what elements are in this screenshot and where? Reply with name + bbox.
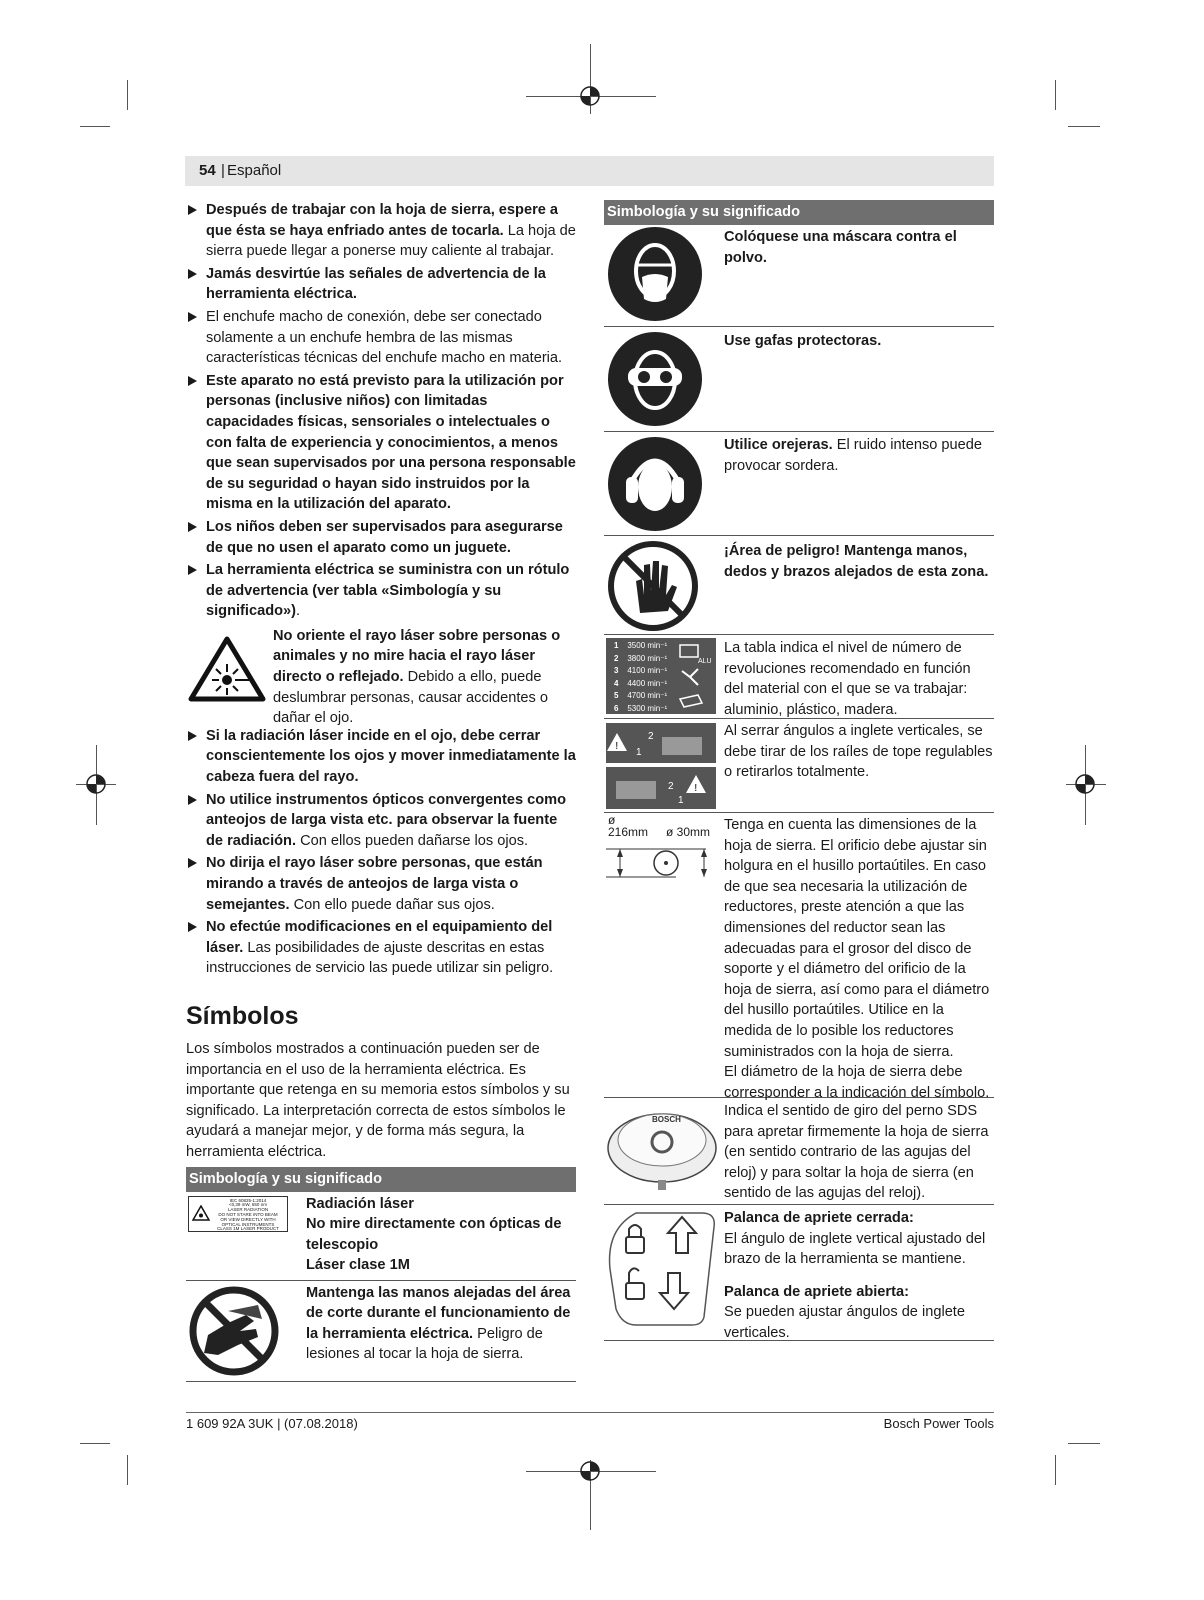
list-item [186,264,576,305]
svg-text:2: 2 [668,781,674,792]
bullet-bold: No efectúe modificaciones en el equipamiento del láser. [206,919,553,956]
table-row [604,327,994,432]
bullet-icon [188,731,197,741]
registration-mark-icon [579,85,601,107]
safety-goggles-icon [606,330,704,428]
speed-step: 4 [614,678,619,688]
label-line: LASER RADIATION [227,1207,269,1213]
row-text: Indica el sentido de giro del perno SDS para apretar firmemente la hoja de sierra (en sentido contrario de las agujas del reloj) y para soltar la hoja de sierra (en sentido de las agujas del reloj). [724,1103,989,1202]
label-line: OR VIEW DIRECTLY WITH [220,1216,276,1222]
footer-brand: Bosch Power Tools [883,1416,994,1431]
label-line: IEC 60825-1:2014 [229,1197,267,1203]
crop-mark [80,1443,110,1444]
label-line: DO NOT STARE INTO BEAM [218,1211,278,1217]
list-item [186,853,576,915]
table-row [604,813,994,1101]
bullet-bold: No utilice instrumentos ópticos convergentes como anteojos de larga vista etc. para observar la fuente de radiación. [206,791,567,849]
speed-value: 4400 min⁻¹ [627,678,668,688]
list-item [186,371,576,515]
table-row [604,635,994,719]
list-item [186,200,576,262]
bullet-bold: Jamás desvirtúe las señales de advertencia de la herramienta eléctrica. [206,265,546,303]
laser-small-icon [192,1205,210,1221]
section-intro: Los símbolos mostrados a continuación pueden ser de importancia en el uso de la herramienta eléctrica. Es importante que retenga en su memoria estos símbolos y su significado. La interpretación correcta de estos símbolos le ayudará a manejar mejor, y de forma más segura, la herramienta eléctrica. [186,1041,570,1160]
table-row [604,225,994,327]
no-hands-blade-icon [188,1285,280,1377]
laser-warning-plain: Debido a ello, puede deslumbrar personas, causar accidentes o dañar el ojo. [273,669,548,727]
blade-diagram-icon [606,841,718,885]
svg-text:!: ! [694,783,698,794]
row-text [724,1208,994,1344]
footer-doc-id: 1 609 92A 3UK | (07.08.2018) [186,1416,358,1431]
registration-mark-icon [579,1460,601,1482]
speed-step: 1 [614,641,619,650]
crop-mark [80,126,110,127]
list-item [186,790,576,852]
laser-label-icon [188,1196,288,1232]
no-hands-danger-icon [606,539,704,633]
laser-warning-bold: No oriente el rayo láser sobre personas o animales y no mire hacia el rayo láser directo o reflejado. [273,627,561,686]
blade-dia-symbol: ø [608,813,616,827]
bullet-icon [188,858,197,868]
crop-mark [127,1455,128,1485]
speed-value: 3800 min⁻¹ [627,653,668,663]
laser-label-text [211,1199,285,1233]
svg-text:2: 2 [648,731,654,742]
alu-label: ALU [698,658,712,665]
bullet-text: . [296,603,301,620]
blade-dimensions-icon [606,813,718,883]
page-number: 54 [199,162,216,179]
speed-step: 2 [614,653,619,663]
left-column [186,200,576,1382]
speed-row [614,690,667,703]
blade-outer-diameter: 216mm [608,825,649,839]
crop-mark [1055,80,1056,110]
bullet-icon [188,922,197,932]
row-text: ¡Área de peligro! Mantenga manos, dedos y brazos alejados de esta zona. [724,543,989,580]
row-text [724,815,994,1103]
bullet-bold: Si la radiación láser incide en el ojo, debe cerrar conscientemente los ojos y mover inmediatamente la cabeza fuera del rayo. [206,727,576,786]
ear-protection-icon [606,435,704,533]
row-line: No mire directamente con ópticas de telescopio [306,1216,562,1253]
speed-value: 5300 min⁻¹ [627,703,668,713]
row-text [724,435,994,476]
bullet-icon [188,522,197,532]
section-heading: Símbolos [186,1002,299,1030]
row-text: Al serrar ángulos a inglete verticales, se debe tirar de los raíles de tope regulables o retirarlos totalmente. [724,723,993,781]
row-text [306,1194,576,1276]
speed-step: 6 [614,703,619,713]
bullet-icon [188,565,197,575]
list-item [186,517,576,558]
table-header: Simbología y su significado [604,200,994,225]
registration-mark-icon [85,773,107,795]
bullet-text: Con ellos pueden dañarse los ojos. [296,832,529,849]
row-text: Use gafas protectoras. [724,333,882,349]
bullet-bold: Después de trabajar con la hoja de sierra, espere a que ésta se haya enfriado antes de tocarla. [206,202,559,239]
lever-closed-title: Palanca de apriete cerrada: [724,1210,914,1226]
row-paragraph: El diámetro de la hoja de sierra debe corresponder a la indicación del símbolo. [724,1064,990,1101]
bullet-text: Con ello puede dañar sus ojos. [289,896,495,913]
header-language: Español [227,162,282,179]
speed-value: 4700 min⁻¹ [627,691,668,700]
bullet-icon [188,795,197,805]
row-text [306,1283,576,1365]
speed-row [614,640,667,653]
sds-brand-text: BOSCH [652,1115,681,1124]
page-header [185,156,994,186]
label-line: <0,39 mW, 650 nm [229,1202,267,1208]
label-line: CLASS 1M LASER PRODUCT [217,1226,279,1232]
row-plain: El ruido intenso puede provocar sordera. [724,437,982,474]
lever-open-title: Palanca de apriete abierta: [724,1283,909,1300]
material-icons [676,641,706,711]
crop-mark [1055,1455,1056,1485]
list-item [186,726,576,788]
speed-value: 3500 min⁻¹ [627,641,668,650]
bullet-icon [188,312,197,322]
table-header: Simbología y su significado [186,1167,576,1192]
speed-value: 4100 min⁻¹ [627,666,668,675]
svg-text:!: ! [615,741,619,752]
sds-bolt-icon [606,1104,718,1196]
table-row [604,432,994,536]
svg-text:1: 1 [678,795,684,806]
list-item [186,560,576,622]
bullet-bold: No dirija el rayo láser sobre personas, que están mirando a través de anteojos de larga vista o semejantes. [206,855,543,913]
bullet-text: El enchufe macho de conexión, debe ser conectado solamente a un enchufe hembra de las mismas características técnicas del enchufe macho en materia. [206,308,563,367]
bullet-bold: Los niños deben ser supervisados para asegurarse de que no usen el aparato como un juguete. [206,518,563,556]
blade-bore-diameter: ø 30mm [666,825,711,839]
crop-mark [1068,126,1100,127]
speed-table-icon [606,638,716,714]
row-line: Radiación láser [306,1195,414,1212]
speed-row [614,703,667,716]
dust-mask-icon [606,225,704,323]
bullet-bold: Este aparato no está previsto para la utilización por personas (inclusive niños) con limitadas capacidades físicas, sensoriales o intelectuales o con falta de experiencia y conocimientos, a menos que sean supervisados por una persona responsable de su seguridad o hayan sido instruidos por la misma en la utilización del aparato. [206,372,576,513]
row-bold: Utilice orejeras. [724,437,833,453]
registration-mark-icon [1074,773,1096,795]
bullet-bold: La herramienta eléctrica se suministra con un rótulo de advertencia (ver tabla «Simbología y su significado») [206,562,570,620]
clamp-lever-icon [606,1209,718,1327]
row-bold: Mantenga las manos alejadas del área de corte durante el funcionamiento de la herramienta eléctrica. [306,1284,571,1342]
row-line: Láser clase 1M [306,1257,410,1274]
table-row [604,1205,994,1341]
bullet-text: La hoja de sierra puede llegar a ponerse muy caliente al trabajar. [206,222,576,260]
crop-mark [127,80,128,110]
bullet-text: Las posibilidades de ajuste descritas en estas instrucciones de servicio las puede utilizar sin peligro. [206,939,554,977]
laser-warning-icon [188,636,266,702]
row-text: Colóquese una máscara contra el polvo. [724,229,957,266]
table-row [186,1192,576,1281]
table-row [186,1281,576,1382]
remove-fence-icon [606,723,716,809]
row-plain: Peligro de lesiones al tocar la hoja de sierra. [306,1325,543,1363]
lever-closed-text: El ángulo de inglete vertical ajustado del brazo de la herramienta se mantiene. [724,1230,986,1268]
speed-list [614,640,667,715]
speed-row [614,678,667,691]
label-line: OPTICAL INSTRUMENTS [221,1221,275,1227]
header-separator: | [221,162,225,179]
svg-text:1: 1 [636,747,642,758]
list-item [186,307,576,369]
table-row [604,536,994,635]
lever-open-text: Se pueden ajustar ángulos de inglete verticales. [724,1304,965,1341]
crop-mark [1068,1443,1100,1444]
list-item [186,917,576,979]
laser-warning-text [273,626,573,729]
laser-warning [186,626,576,727]
row-text: La tabla indica el nivel de número de revoluciones recomendado en función del material con el que se va trabajar: aluminio, plástico, madera. [724,640,971,718]
table-row [604,1098,994,1205]
row-paragraph: Tenga en cuenta las dimensiones de la hoja de sierra. El orificio debe ajustar sin holgura en el husillo portaútiles. En caso de que sea necesaria la utilización de reductores, preste atención a que las dimensiones del reductor sean las adecuadas para el grosor del disco de soporte y el diámetro del orificio de la hoja de sierra, así como para el diámetro del husillo portaútiles. Utilice en la medida de lo posible los reductores suministrados con la hoja de sierra. [724,817,990,1060]
speed-step: 5 [614,691,619,700]
speed-row [614,653,667,666]
bullet-icon [188,376,197,386]
right-column [604,200,994,1341]
page-footer [186,1412,994,1431]
table-row [604,719,994,813]
speed-step: 3 [614,666,619,675]
bullet-icon [188,269,197,279]
bullet-icon [188,205,197,215]
speed-row [614,665,667,678]
